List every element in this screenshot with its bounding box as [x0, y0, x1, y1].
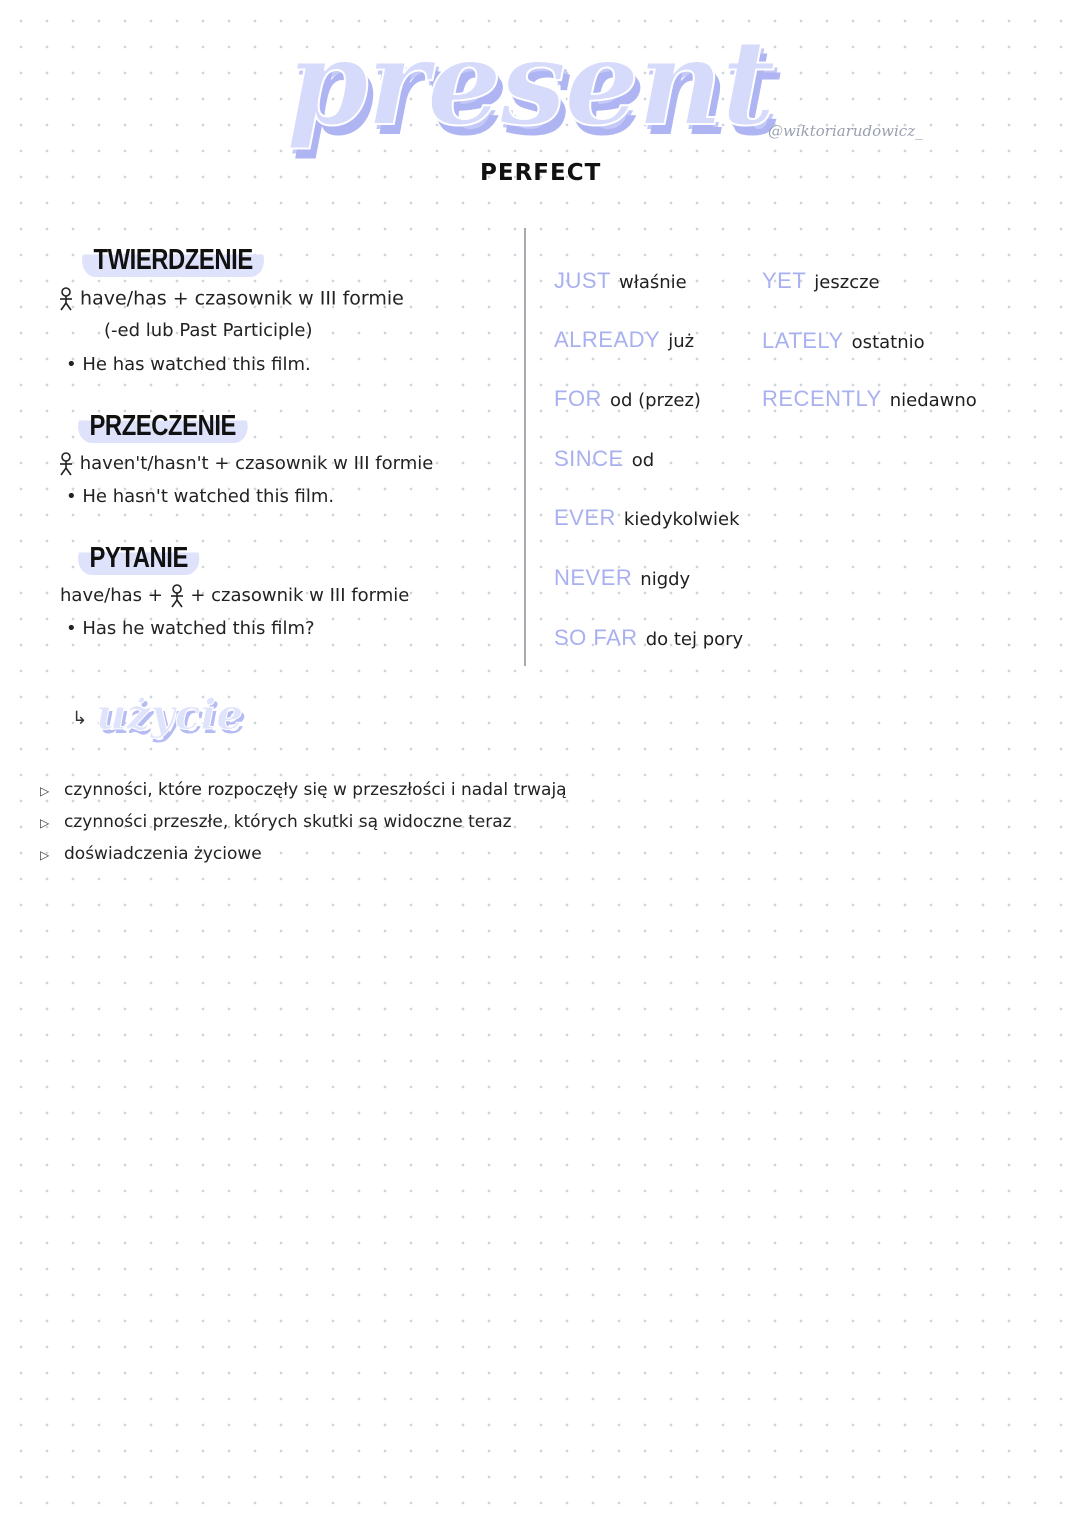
page-subtitle: PERFECT	[480, 160, 602, 186]
time-expression-item	[554, 386, 701, 412]
affirmative-example: He has watched this film.	[82, 354, 311, 375]
time-word: FOR	[554, 386, 602, 411]
time-expression-item	[762, 268, 880, 294]
triangle-bullet-icon: ▷	[40, 784, 50, 798]
subject-person-icon	[58, 452, 74, 476]
time-expression-item	[554, 268, 687, 294]
time-translation: od (przez)	[609, 390, 701, 411]
time-word: JUST	[554, 268, 611, 293]
affirmative-formula-row	[58, 287, 404, 311]
time-expression-item	[554, 565, 690, 591]
time-translation: od	[631, 450, 655, 471]
time-translation: do tej pory	[645, 629, 744, 650]
usage-item	[40, 812, 512, 832]
note-open-paren: (	[104, 320, 112, 341]
time-translation: niedawno	[889, 390, 977, 411]
question-example: Has he watched this film?	[82, 618, 315, 639]
usage-item-text: czynności, które rozpoczęły się w przeszłości i nadal trwają	[64, 780, 567, 800]
usage-arrow-icon: ↳	[72, 708, 88, 729]
affirmative-heading: TWIERDZENIE	[82, 244, 264, 277]
author-handle: @wiktoriarudowicz_	[768, 122, 923, 140]
time-translation: ostatnio	[851, 332, 925, 353]
negative-formula: haven't/hasn't + czasownik w III formie	[79, 453, 434, 474]
question-formula-end: + czasownik w III formie	[190, 585, 410, 606]
negative-example: He hasn't watched this film.	[82, 486, 335, 507]
question-formula-start: have/has +	[60, 585, 163, 606]
time-word: ALREADY	[554, 327, 661, 352]
time-word: EVER	[554, 505, 616, 530]
time-word: SO FAR	[554, 625, 638, 650]
question-formula-row	[60, 584, 409, 608]
time-expression-item	[554, 505, 740, 531]
bullet-dot: •	[66, 354, 77, 375]
usage-item	[40, 844, 262, 864]
usage-item	[40, 780, 567, 800]
affirmative-example-row	[66, 354, 311, 375]
time-expression-item	[554, 625, 743, 651]
usage-title: użycie	[96, 690, 244, 739]
affirmative-formula: have/has + czasownik w III formie	[80, 287, 404, 310]
subject-person-icon	[58, 287, 74, 311]
bullet-dot: •	[66, 486, 77, 507]
time-translation: nigdy	[640, 569, 691, 590]
note-ed: -ed	[111, 320, 141, 341]
time-translation: już	[668, 331, 695, 352]
negative-formula-row	[58, 452, 433, 476]
question-example-row	[66, 618, 315, 639]
triangle-bullet-icon: ▷	[40, 816, 50, 830]
subject-person-icon	[169, 584, 185, 608]
time-expression-item	[554, 446, 654, 472]
negative-heading: PRZECZENIE	[78, 410, 247, 443]
time-expression-item	[762, 328, 925, 354]
time-translation: kiedykolwiek	[623, 509, 740, 530]
usage-item-text: doświadczenia życiowe	[64, 844, 262, 864]
time-expression-item	[554, 327, 694, 353]
time-translation: właśnie	[619, 272, 687, 293]
note-past-participle: Past Participle	[179, 320, 306, 341]
note-lub: lub	[145, 320, 174, 341]
page-title: present	[286, 13, 774, 152]
question-heading: PYTANIE	[78, 542, 199, 575]
usage-item-text: czynności przeszłe, których skutki są widoczne teraz	[64, 812, 512, 832]
bullet-dot: •	[66, 618, 77, 639]
column-divider	[524, 228, 526, 666]
triangle-bullet-icon: ▷	[40, 848, 50, 862]
time-word: NEVER	[554, 565, 633, 590]
time-word: YET	[762, 268, 807, 293]
note-close-paren: )	[305, 320, 313, 341]
time-word: SINCE	[554, 446, 624, 471]
time-translation: jeszcze	[814, 272, 880, 293]
time-word: LATELY	[762, 328, 844, 353]
negative-example-row	[66, 486, 334, 507]
time-expression-item	[762, 386, 977, 412]
affirmative-note	[104, 320, 313, 341]
time-word: RECENTLY	[762, 386, 882, 411]
